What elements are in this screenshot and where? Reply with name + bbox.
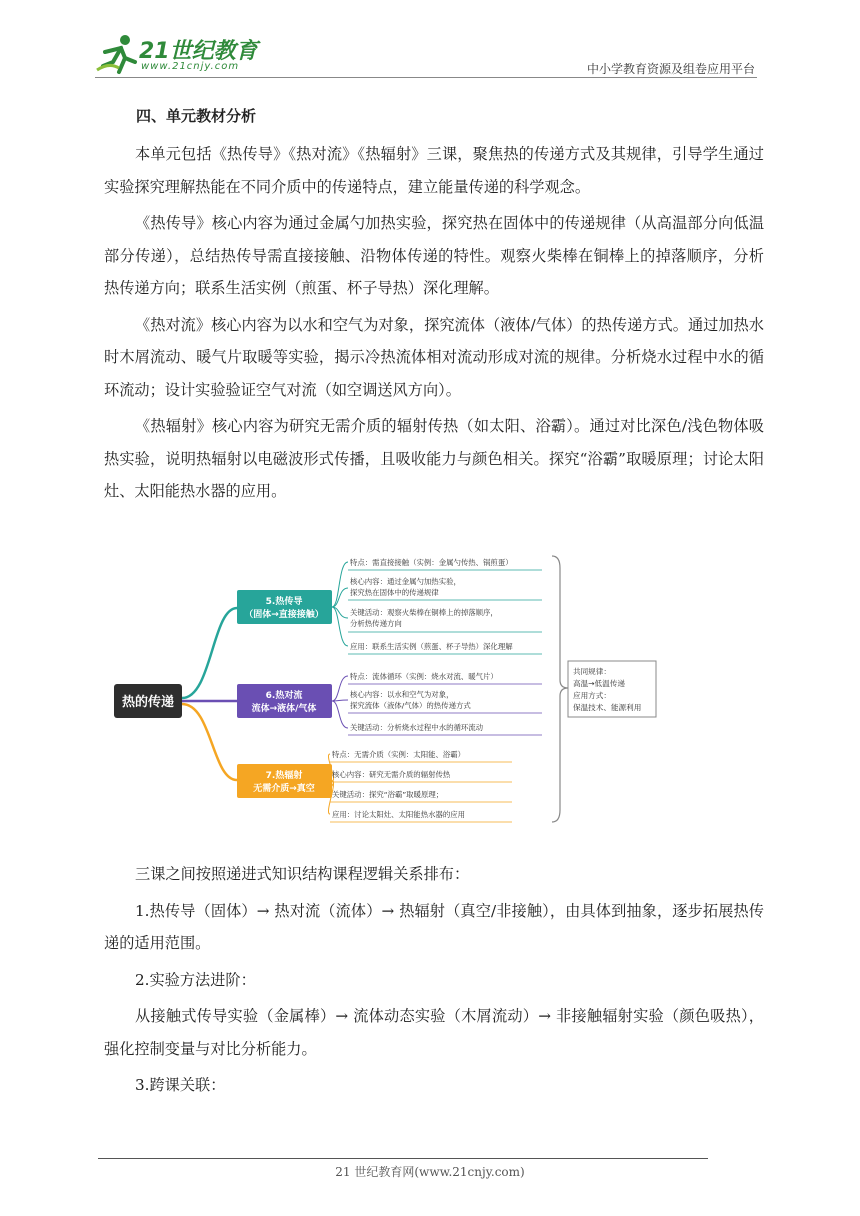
- summary-text: 应用方式：: [573, 691, 611, 700]
- page-header: [95, 30, 755, 80]
- runner-icon: [95, 32, 139, 76]
- branch-title: 7.热辐射: [265, 771, 303, 781]
- branch-item: 关键活动：探究“浴霸”取暖原理；: [332, 790, 444, 799]
- branch-subtitle: （固体→直接接触）: [244, 610, 324, 620]
- paragraph: 《热对流》核心内容为以水和空气为对象，探究流体（液体/气体）的热传递方式。通过加热水时木屑流动、暖气片取暖等实验，揭示冷热流体相对流动形成对流的规律。分析烧水过程中水的循环流动；设计实验验证空气对流（如空调送风方向）。: [104, 315, 764, 399]
- summary-text: 保温技术、能源利用: [573, 703, 642, 712]
- branch-item: 特点：无需介质（实例：太阳能、浴霸）: [332, 750, 466, 759]
- branch-item: 核心内容：通过金属勺加热实验，: [350, 577, 461, 586]
- paragraph: 1.热传导（固体）→ 热对流（流体）→ 热辐射（真空/非接触），由具体到抽象，逐步拓展热传递的适用范围。: [104, 901, 764, 952]
- logo-text: 21世纪教育: [139, 39, 258, 64]
- logo-url: www.21cnjy.com: [141, 61, 240, 72]
- footer-divider: [98, 1158, 708, 1159]
- summary-text: 高温→低温传递: [573, 679, 625, 688]
- paragraph: 《热辐射》核心内容为研究无需介质的辐射传热（如太阳、浴霸）。通过对比深色/浅色物体吸热实验，说明热辐射以电磁波形式传播，且吸收能力与颜色相关。探究“浴霸”取暖原理；讨论太阳灶、太阳能热水器的应用。: [104, 417, 764, 500]
- branch-subtitle: 无需介质→真空: [253, 784, 315, 794]
- branch-item: 核心内容：以水和空气为对象，: [350, 690, 454, 699]
- root-label: 热的传递: [121, 695, 175, 710]
- branch-item: 探究流体（液体/气体）的热传递方式: [350, 701, 471, 710]
- branch-item: 分析热传递方向: [350, 619, 402, 628]
- branch-item: 关键活动：观察火柴棒在铜棒上的掉落顺序，: [350, 608, 498, 617]
- paragraph: 三课之间按照递进式知识结构课程逻辑关系排布：: [135, 865, 470, 883]
- summary-bracket: [552, 556, 568, 822]
- branch-item: 应用：讨论太阳灶、太阳能热水器的应用: [332, 810, 466, 819]
- branch-title: 6.热对流: [265, 691, 303, 701]
- branch-item: 特点：流体循环（实例：烧水对流、暖气片）: [350, 672, 498, 681]
- branch-title: 5.热传导: [265, 597, 303, 607]
- branch-item: 关键活动：分析烧水过程中水的循环流动: [350, 723, 484, 732]
- main-content: [104, 100, 764, 512]
- paragraph: 3.跨课关联：: [135, 1076, 226, 1094]
- branch-item: 探究热在固体中的传递规律: [350, 588, 439, 597]
- paragraph: 2.实验方法进阶：: [135, 970, 256, 989]
- branch-subtitle: 流体→液体/气体: [251, 704, 317, 714]
- branch-connector: [182, 704, 237, 780]
- branch-item: 特点：需直接接触（实例：金属勺传热、锅煎蛋）: [350, 558, 513, 567]
- branch-item: 应用：联系生活实例（煎蛋、杯子导热）深化理解: [350, 642, 513, 651]
- paragraph: 《热传导》核心内容为通过金属勺加热实验，探究热在固体中的传递规律（从高温部分向低温部分传递），总结热传导需直接接触、沿物体传递的特性。观察火柴棒在铜棒上的掉落顺序，分析热传递方向；联系生活实例（煎蛋、杯子导热）深化理解。: [104, 214, 764, 297]
- paragraph: 从接触式传导实验（金属棒）→ 流体动态实验（木屑流动）→ 非接触辐射实验（颜色吸热），强化控制变量与对比分析能力。: [104, 1007, 764, 1058]
- summary-text: 共同规律：: [573, 667, 611, 676]
- branch-item: 核心内容：研究无需介质的辐射传热: [332, 770, 451, 779]
- paragraph: 本单元包括《热传导》《热对流》《热辐射》三课，聚焦热的传递方式及其规律，引导学生通过实验探究理解热能在不同介质中的传递特点，建立能量传递的科学观念。: [104, 145, 764, 196]
- main-content-lower: [104, 858, 764, 1106]
- platform-name: 中小学教育资源及组卷应用平台: [586, 62, 755, 76]
- mind-map-diagram: [112, 548, 666, 828]
- branch-connector: [182, 608, 237, 698]
- section-title: 四、单元教材分析: [136, 107, 257, 125]
- site-logo[interactable]: [95, 30, 265, 76]
- header-divider: [95, 77, 757, 78]
- page-footer[interactable]: 21 世纪教育网(www.21cnjy.com): [335, 1165, 525, 1179]
